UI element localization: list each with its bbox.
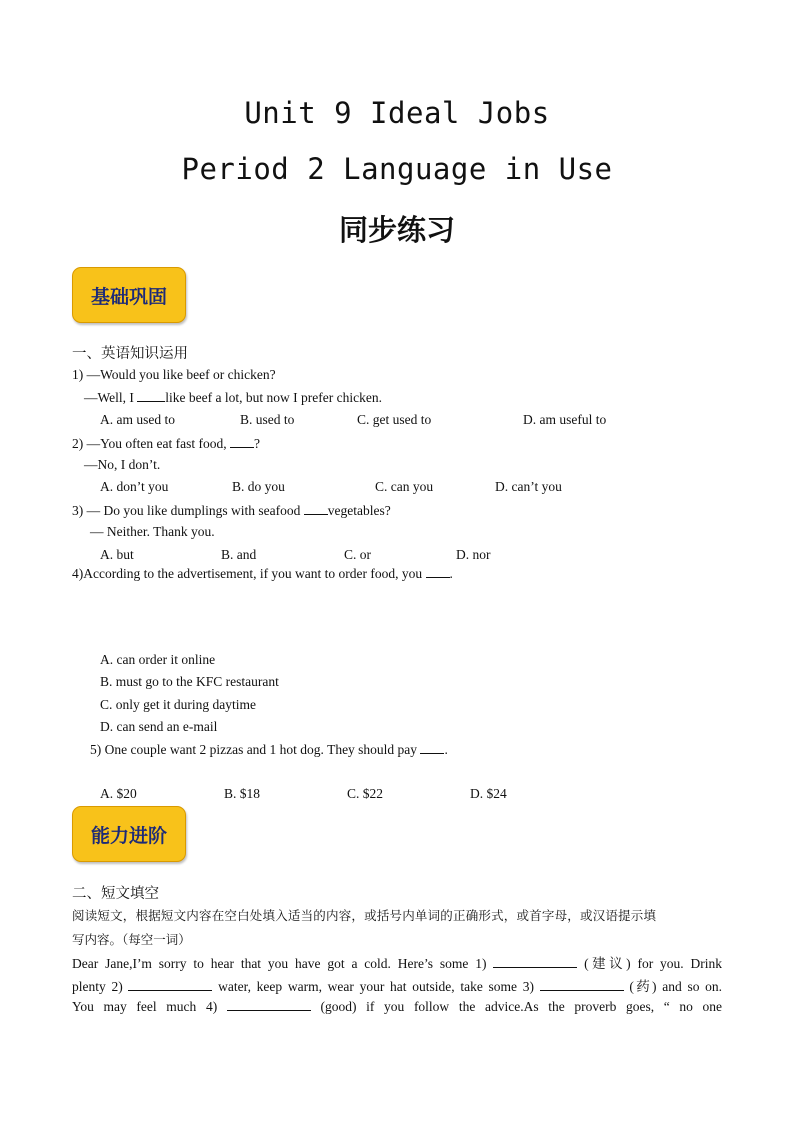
passage-text: water, keep warm, wear your hat outside, take some 3) xyxy=(218,979,534,994)
q3-stem xyxy=(72,502,391,519)
q2-stem-pre: 2) —You often eat fast food, xyxy=(72,436,230,451)
q5-option-c: C. $22 xyxy=(347,786,384,801)
passage-text: Dear Jane,I’m sorry to hear that you have got a cold. Here’s some 1) xyxy=(72,956,487,971)
badge-advanced: 能力进阶 xyxy=(72,806,186,862)
blank xyxy=(304,502,328,515)
passage-text: (good) if you follow the advice.As the proverb goes, “ no one xyxy=(320,999,722,1014)
q1-option-b: B. used to xyxy=(240,412,295,427)
q2-option-c: C. can you xyxy=(375,479,434,494)
q5-stem-post: . xyxy=(444,742,448,757)
blank-1 xyxy=(493,955,577,968)
q3-option-b: B. and xyxy=(221,547,257,562)
q5-option-d: D. $24 xyxy=(470,786,507,801)
instructions-line-1: 阅读短文，根据短文内容在空白处填入适当的内容，或括号内单词的正确形式，或首字母，或汉语提示填 xyxy=(72,908,657,923)
q2-stem xyxy=(72,435,260,452)
title-chinese: 同步练习 xyxy=(338,213,455,247)
instructions-line-2: 写内容。（每空一词） xyxy=(72,932,191,947)
q4-option-c: C. only get it during daytime xyxy=(100,697,256,712)
q3-option-d: D. nor xyxy=(456,547,491,562)
passage-text: (药) and so on. xyxy=(629,979,722,994)
passage-line-1 xyxy=(72,952,722,972)
blank xyxy=(420,741,444,754)
q1-reply-post: like beef a lot, but now I prefer chicken. xyxy=(165,390,382,405)
q3-option-c: C. or xyxy=(344,547,371,562)
blank xyxy=(137,389,165,402)
q4-stem-post: . xyxy=(449,566,453,581)
q3-reply: — Neither. Thank you. xyxy=(90,524,215,539)
q4-option-b: B. must go to the KFC restaurant xyxy=(100,674,279,689)
q2-stem-post: ? xyxy=(253,436,260,451)
q2-option-d: D. can’t you xyxy=(495,479,562,494)
passage-text: (建议) for you. Drink xyxy=(584,956,722,971)
blank-4 xyxy=(227,998,311,1011)
blank xyxy=(426,565,450,578)
section-2-heading: 二、短文填空 xyxy=(72,886,159,902)
q1-reply xyxy=(84,389,382,406)
q1-option-d: D. am useful to xyxy=(523,412,607,427)
q4-stem-pre: 4)According to the advertisement, if you want to order food, you xyxy=(72,566,426,581)
q1-stem: 1) —Would you like beef or chicken? xyxy=(72,367,276,382)
q5-option-b: B. $18 xyxy=(224,786,261,801)
q5-stem xyxy=(90,741,448,758)
blank xyxy=(230,435,254,448)
title-line-2: Period 2 Language in Use xyxy=(181,152,613,186)
q3-stem-post: vegetables? xyxy=(327,503,391,518)
q4-option-a: A. can order it online xyxy=(100,652,216,667)
q2-option-a: A. don’t you xyxy=(100,479,169,494)
passage-line-3 xyxy=(72,998,722,1018)
passage-text: plenty 2) xyxy=(72,979,123,994)
section-1-heading: 一、英语知识运用 xyxy=(72,346,188,362)
title-line-1: Unit 9 Ideal Jobs xyxy=(244,96,550,130)
q3-option-a: A. but xyxy=(100,547,134,562)
passage-line-2 xyxy=(72,975,722,995)
blank-3 xyxy=(540,978,624,991)
badge-basic: 基础巩固 xyxy=(72,267,186,323)
q2-option-b: B. do you xyxy=(232,479,285,494)
blank-2 xyxy=(128,978,212,991)
q1-option-a: A. am used to xyxy=(100,412,175,427)
q3-stem-pre: 3) — Do you like dumplings with seafood xyxy=(72,503,304,518)
passage-text: You may feel much 4) xyxy=(72,999,218,1014)
q1-reply-pre: —Well, I xyxy=(84,390,138,405)
q4-option-d: D. can send an e-mail xyxy=(100,719,218,734)
q5-stem-pre: 5) One couple want 2 pizzas and 1 hot dog. They should pay xyxy=(90,742,421,757)
q2-reply: —No, I don’t. xyxy=(84,457,161,472)
q1-option-c: C. get used to xyxy=(357,412,432,427)
q4-stem xyxy=(72,565,453,582)
q5-option-a: A. $20 xyxy=(100,786,137,801)
